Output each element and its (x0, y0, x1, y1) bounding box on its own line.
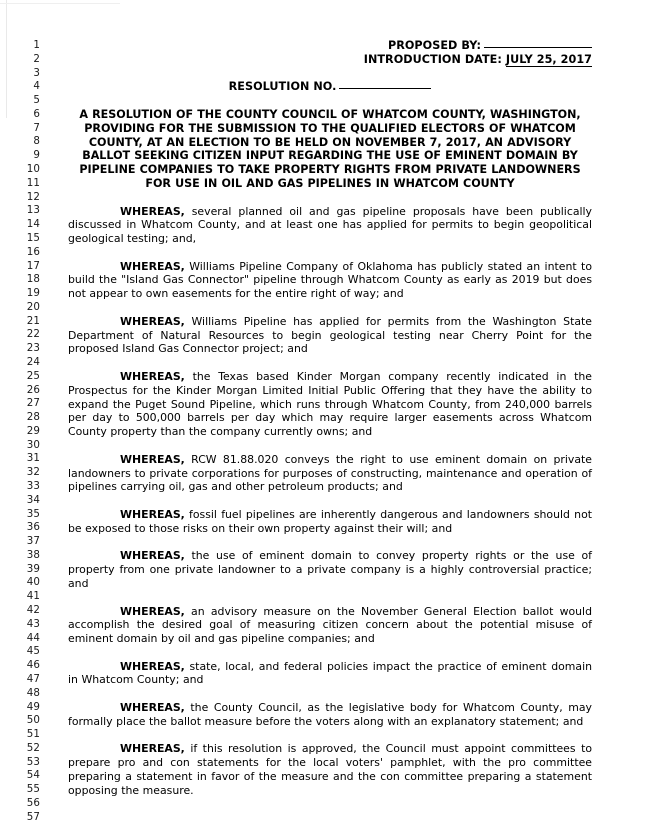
whereas-label: WHEREAS, (120, 701, 185, 715)
title-line: PIPELINE COMPANIES TO TAKE PROPERTY RIGHTS FROM PRIVATE LANDOWNERS (79, 163, 581, 177)
line-number: 54 (26, 769, 40, 782)
line-number: 34 (26, 493, 40, 506)
line-number: 12 (26, 190, 40, 203)
whereas-clause (68, 701, 592, 729)
whereas-label: WHEREAS, (120, 507, 185, 521)
line-number: 24 (26, 355, 40, 368)
line-number-gutter (0, 39, 62, 825)
line-number: 1 (33, 39, 40, 51)
line-number: 21 (26, 314, 40, 327)
blank-line (68, 67, 592, 81)
blank-line (68, 191, 592, 205)
whereas-text: the use of eminent domain to convey property rights or the use of property from one private landowner to a private company is a highly controversial practice; and (68, 549, 592, 590)
line-number: 3 (33, 66, 40, 79)
line-number: 23 (26, 342, 40, 355)
blank-line (68, 591, 592, 605)
blank-line (68, 301, 592, 315)
line-number: 9 (33, 149, 40, 162)
line-number: 36 (26, 521, 40, 534)
line-number: 10 (26, 163, 40, 176)
line-number: 25 (26, 369, 40, 382)
line-number: 19 (26, 287, 40, 300)
title-line: FOR USE IN OIL AND GAS PIPELINES IN WHATCOM COUNTY (145, 176, 515, 190)
whereas-text: state, local, and federal policies impact the practice of eminent domain in Whatcom County; and (68, 659, 592, 687)
proposed-by-blank (484, 47, 592, 48)
introduction-date-label: INTRODUCTION DATE: (363, 52, 502, 66)
proposed-by-line (68, 39, 592, 53)
resolution-title (68, 108, 592, 191)
title-line: PROVIDING FOR THE SUBMISSION TO THE QUALIFIED ELECTORS OF WHATCOM (84, 121, 576, 135)
line-number: 39 (26, 562, 40, 575)
line-number: 4 (33, 80, 40, 93)
line-number: 32 (26, 466, 40, 479)
whereas-clause (68, 508, 592, 536)
line-number: 20 (26, 300, 40, 313)
line-number: 55 (26, 783, 40, 796)
blank-line (68, 494, 592, 508)
proposed-by-label: PROPOSED BY: (387, 39, 481, 52)
whereas-clause (68, 605, 592, 646)
blank-line (68, 356, 592, 370)
blank-line (68, 439, 592, 453)
title-line: A RESOLUTION OF THE COUNTY COUNCIL OF WHATCOM COUNTY, WASHINGTON, (79, 107, 581, 121)
line-number: 2 (33, 52, 40, 65)
resolution-no-blank (339, 88, 431, 89)
line-number: 17 (26, 259, 40, 272)
whereas-clause (68, 660, 592, 688)
title-line: COUNTY, AT AN ELECTION TO BE HELD ON NOVEMBER 7, 2017, AN ADVISORY (88, 135, 572, 149)
whereas-label: WHEREAS, (120, 659, 185, 673)
line-number: 6 (33, 107, 40, 120)
line-number: 44 (26, 631, 40, 644)
line-number: 33 (26, 480, 40, 492)
whereas-text: if this resolution is approved, the Council must appoint committees to prepare pro and con statements for the local voters' pamphlet, with the pro committee preparing a statement in favor of the measure and the con committee preparing a statement opposing the measure. (68, 742, 592, 797)
whereas-clause (68, 260, 592, 301)
line-number: 15 (26, 231, 40, 244)
line-number: 43 (26, 617, 40, 630)
line-number: 49 (26, 700, 40, 713)
line-number: 47 (26, 672, 40, 685)
whereas-text: the Texas based Kinder Morgan company recently indicated in the Prospectus for the Kinder Morgan Limited Initial Public Offering that they have the ability to expand the Puget Sound Pipeline, which runs through Whatcom County, from 240,000 barrels per day to 500,000 barrels per day which may require larger easements across Whatcom County property than the company currently owns; and (68, 370, 592, 439)
whereas-label: WHEREAS, (120, 370, 185, 384)
line-number: 7 (33, 121, 40, 134)
whereas-label: WHEREAS, (120, 604, 185, 618)
line-number: 56 (26, 796, 40, 809)
resolution-no-line (68, 80, 592, 94)
whereas-clause (68, 315, 592, 356)
title-line: BALLOT SEEKING CITIZEN INPUT REGARDING THE USE OF EMINENT DOMAIN BY (82, 149, 578, 163)
blank-line (68, 94, 592, 108)
whereas-text: several planned oil and gas pipeline proposals have been publically discussed in Whatcom County, and at least one has applied for permits to begin geopolitical geological testing; and, (68, 204, 592, 246)
line-number: 30 (26, 438, 40, 451)
whereas-text: the County Council, as the legislative body for Whatcom County, may formally place the ballot measure before the voters along with an explanatory statement; and (68, 701, 592, 728)
whereas-clause (68, 370, 592, 439)
line-number: 31 (26, 452, 40, 465)
blank-line (68, 687, 592, 701)
blank-line (68, 646, 592, 660)
line-number: 29 (26, 424, 40, 437)
line-number: 14 (26, 218, 40, 231)
line-number: 51 (26, 728, 40, 741)
introduction-date-value: JULY 25, 2017 (505, 52, 592, 66)
whereas-label: WHEREAS, (120, 314, 185, 328)
document-body (68, 39, 592, 798)
line-number: 57 (26, 810, 40, 823)
whereas-label: WHEREAS, (120, 742, 185, 756)
whereas-clause (68, 205, 592, 246)
line-number: 18 (26, 273, 40, 286)
blank-line (68, 536, 592, 550)
line-number: 41 (26, 590, 40, 603)
whereas-label: WHEREAS, (120, 204, 185, 218)
whereas-label: WHEREAS, (120, 259, 185, 273)
blank-line (68, 729, 592, 743)
blank-line (68, 246, 592, 260)
line-number: 5 (33, 94, 40, 107)
line-number: 37 (26, 535, 40, 548)
whereas-label: WHEREAS, (120, 549, 185, 563)
line-number: 48 (26, 686, 40, 699)
line-number: 16 (26, 245, 40, 258)
whereas-clause (68, 453, 592, 494)
whereas-text: RCW 81.88.020 conveys the right to use eminent domain on private landowners to private corporations for purposes of constructing, maintenance and operation of pipelines carrying oil, gas and other petroleum products; and (68, 452, 592, 494)
whereas-text: an advisory measure on the November General Election ballot would accomplish the desired goal of measuring citizen concern about the potential misuse of eminent domain by oil and gas pipeline companies; and (68, 604, 592, 646)
whereas-clause (68, 549, 592, 590)
whereas-text: Williams Pipeline Company of Oklahoma has publicly stated an intent to build the "Island Gas Connector" pipeline through Whatcom County as early as 2019 but does not appear to own easements for the entire right of way; and (68, 259, 592, 301)
line-number: 40 (26, 576, 40, 589)
line-number: 28 (26, 411, 40, 424)
resolution-no-label: RESOLUTION NO. (228, 80, 337, 94)
line-number: 50 (26, 714, 40, 727)
scan-edge-top (0, 3, 120, 4)
whereas-text: Williams Pipeline has applied for permits from the Washington State Department of Natural Resources to begin geological testing near Cherry Point for the proposed Island Gas Connector project; and (68, 314, 592, 356)
line-number: 26 (26, 383, 40, 396)
whereas-text: fossil fuel pipelines are inherently dangerous and landowners should not be exposed to those risks on their own property against their will; and (68, 507, 592, 535)
introduction-date-line (68, 53, 592, 67)
line-number: 38 (26, 548, 40, 561)
line-number: 53 (26, 755, 40, 768)
whereas-clause (68, 742, 592, 797)
line-number: 52 (26, 741, 40, 754)
line-number: 11 (26, 176, 40, 189)
line-number: 46 (26, 659, 40, 672)
line-number: 35 (26, 507, 40, 520)
line-number: 45 (26, 645, 40, 658)
line-number: 8 (33, 135, 40, 148)
line-number: 27 (26, 397, 40, 410)
whereas-label: WHEREAS, (120, 452, 185, 466)
line-number: 22 (26, 328, 40, 341)
line-number: 42 (26, 604, 40, 617)
line-number: 13 (26, 204, 40, 217)
